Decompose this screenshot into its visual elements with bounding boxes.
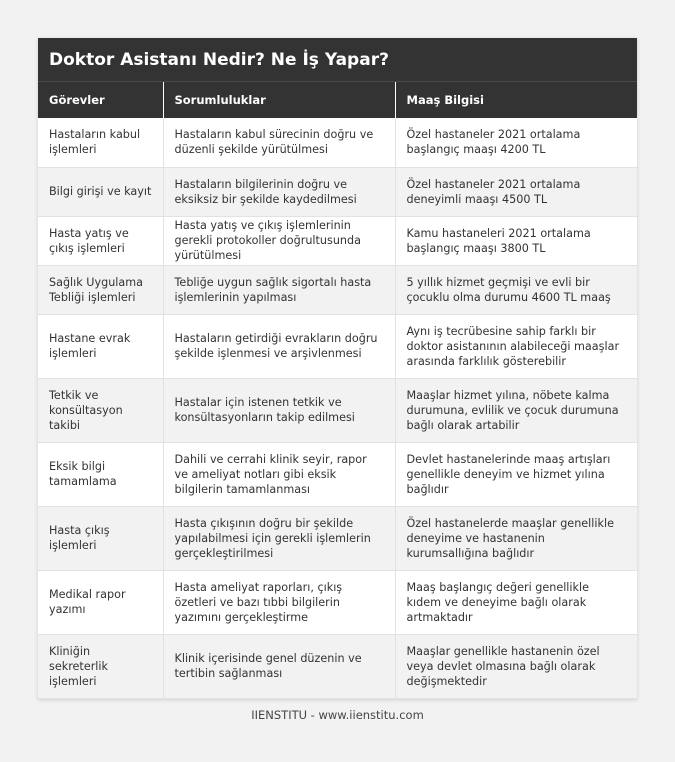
cell-task: Hasta yatış ve çıkış işlemleri xyxy=(38,216,163,265)
cell-responsibility: Hastaların getirdiği evrakların doğru şekilde işlenmesi ve arşivlenmesi xyxy=(163,314,395,378)
table-row xyxy=(38,442,637,506)
cell-responsibility: Tebliğe uygun sağlık sigortalı hasta işlemlerinin yapılması xyxy=(163,265,395,314)
cell-salary: Maaşlar hizmet yılına, nöbete kalma durumuna, evlilik ve çocuk durumuna bağlı olarak artabilir xyxy=(395,378,637,442)
cell-task: Eksik bilgi tamamlama xyxy=(38,442,163,506)
table-row xyxy=(38,314,637,378)
cell-salary: Maaş başlangıç değeri genellikle kıdem ve deneyime bağlı olarak artmaktadır xyxy=(395,570,637,634)
cell-task: Hastane evrak işlemleri xyxy=(38,314,163,378)
cell-responsibility: Hasta ameliyat raporları, çıkış özetleri ve bazı tıbbi bilgilerin yazımını gerçekleştirme xyxy=(163,570,395,634)
cell-responsibility: Klinik içerisinde genel düzenin ve tertibin sağlanması xyxy=(163,634,395,698)
cell-task: Hastaların kabul işlemleri xyxy=(38,118,163,167)
cell-salary: 5 yıllık hizmet geçmişi ve evli bir çocuklu olma durumu 4600 TL maaş xyxy=(395,265,637,314)
header-row xyxy=(38,82,637,118)
cell-responsibility: Hasta yatış ve çıkış işlemlerinin gerekli protokoller doğrultusunda yürütülmesi xyxy=(163,216,395,265)
cell-task: Hasta çıkış işlemleri xyxy=(38,506,163,570)
table-row xyxy=(38,634,637,698)
cell-responsibility: Hasta çıkışının doğru bir şekilde yapılabilmesi için gerekli işlemlerin gerçekleştirilmesi xyxy=(163,506,395,570)
cell-responsibility: Hastaların kabul sürecinin doğru ve düzenli şekilde yürütülmesi xyxy=(163,118,395,167)
title-bar xyxy=(38,38,637,82)
table-row xyxy=(38,378,637,442)
cell-responsibility: Dahili ve cerrahi klinik seyir, rapor ve ameliyat notları gibi eksik bilgilerin tamamlanması xyxy=(163,442,395,506)
cell-salary: Özel hastaneler 2021 ortalama başlangıç maaşı 4200 TL xyxy=(395,118,637,167)
column-header-sorumluluklar: Sorumluluklar xyxy=(163,82,395,118)
table-card xyxy=(38,38,637,699)
table-row xyxy=(38,506,637,570)
cell-task: Medikal rapor yazımı xyxy=(38,570,163,634)
table-row xyxy=(38,118,637,167)
footer-credit: IIENSTITU - www.iienstitu.com xyxy=(251,708,424,722)
cell-task: Kliniğin sekreterlik işlemleri xyxy=(38,634,163,698)
cell-salary: Devlet hastanelerinde maaş artışları genellikle deneyim ve hizmet yılına bağlıdır xyxy=(395,442,637,506)
cell-task: Tetkik ve konsültasyon takibi xyxy=(38,378,163,442)
column-header-gorevler: Görevler xyxy=(38,82,163,118)
cell-salary: Özel hastanelerde maaşlar genellikle deneyime ve hastanenin kurumsallığına bağlıdır xyxy=(395,506,637,570)
column-header-maas-bilgisi: Maaş Bilgisi xyxy=(395,82,637,118)
table-row xyxy=(38,570,637,634)
cell-responsibility: Hastaların bilgilerinin doğru ve eksiksiz bir şekilde kaydedilmesi xyxy=(163,167,395,216)
cell-task: Sağlık Uygulama Tebliği işlemleri xyxy=(38,265,163,314)
cell-task: Bilgi girişi ve kayıt xyxy=(38,167,163,216)
cell-salary: Kamu hastaneleri 2021 ortalama başlangıç maaşı 3800 TL xyxy=(395,216,637,265)
info-table xyxy=(38,82,637,699)
cell-salary: Aynı iş tecrübesine sahip farklı bir doktor asistanının alabileceği maaşlar arasında farklılık gösterebilir xyxy=(395,314,637,378)
cell-salary: Maaşlar genellikle hastanenin özel veya devlet olmasına bağlı olarak değişmektedir xyxy=(395,634,637,698)
cell-salary: Özel hastaneler 2021 ortalama deneyimli maaşı 4500 TL xyxy=(395,167,637,216)
table-row xyxy=(38,216,637,265)
cell-responsibility: Hastalar için istenen tetkik ve konsültasyonların takip edilmesi xyxy=(163,378,395,442)
page-title: Doktor Asistanı Nedir? Ne İş Yapar? xyxy=(49,49,389,70)
table-row xyxy=(38,167,637,216)
table-row xyxy=(38,265,637,314)
